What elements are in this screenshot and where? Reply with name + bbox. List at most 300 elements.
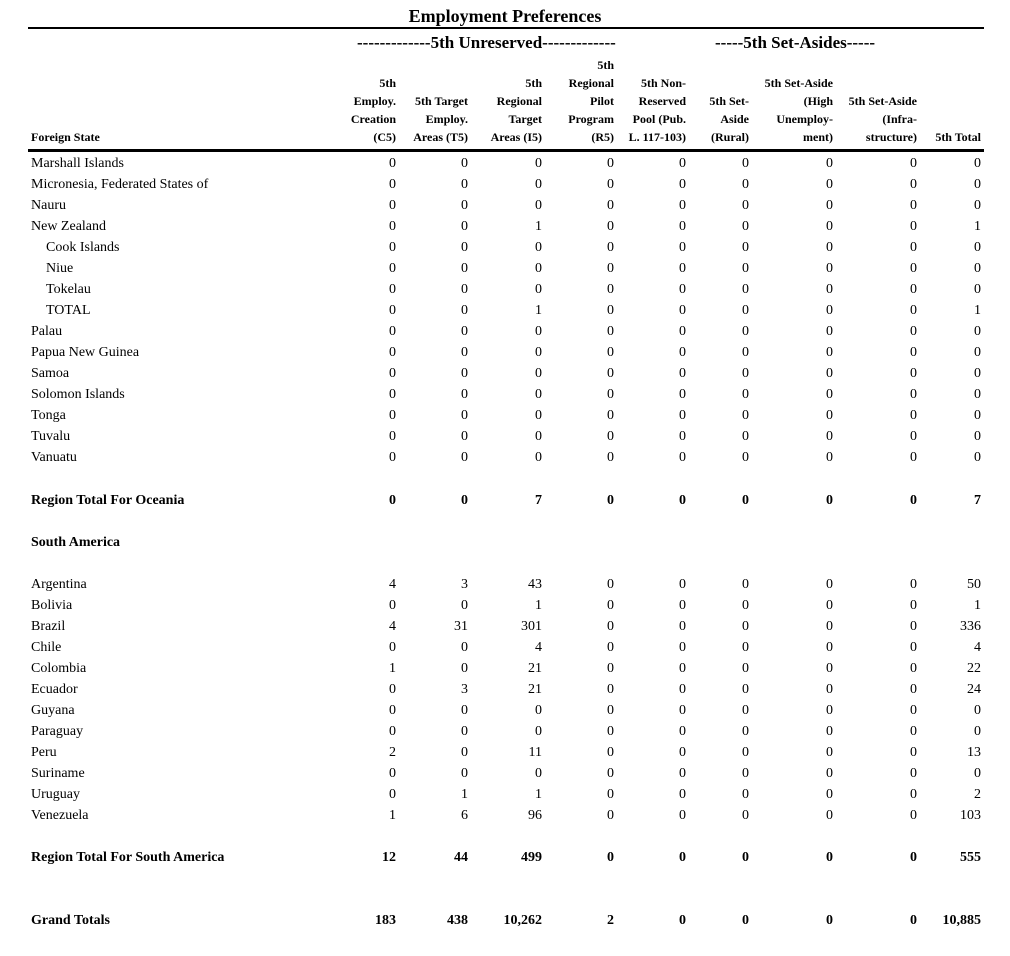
cell-value: 0 xyxy=(742,324,749,339)
cell-value: 0 xyxy=(826,745,833,760)
cell-value: 0 xyxy=(910,913,917,928)
cell-value: 1 xyxy=(535,598,542,613)
cell-value: 0 xyxy=(679,303,686,318)
cell-value: 0 xyxy=(607,787,614,802)
cell-value: 0 xyxy=(461,408,468,423)
cell-value: 0 xyxy=(910,429,917,444)
cell-value: 0 xyxy=(389,156,396,171)
cell-value: 0 xyxy=(679,598,686,613)
table-row xyxy=(0,785,1010,806)
cell-value: 0 xyxy=(910,366,917,381)
cell-value: 0 xyxy=(826,177,833,192)
cell-value: 0 xyxy=(461,661,468,676)
cell-value: 0 xyxy=(974,387,981,402)
cell-value: 0 xyxy=(679,766,686,781)
cell-value: 0 xyxy=(910,682,917,697)
cell-value: 0 xyxy=(461,324,468,339)
cell-value: 0 xyxy=(679,219,686,234)
cell-value: 0 xyxy=(910,493,917,508)
table-row xyxy=(0,154,1010,175)
cell-value: 0 xyxy=(389,366,396,381)
cell-value: 0 xyxy=(742,850,749,865)
cell-value: 0 xyxy=(535,724,542,739)
cell-value: 0 xyxy=(742,913,749,928)
cell-value: 0 xyxy=(910,261,917,276)
cell-value: 0 xyxy=(910,598,917,613)
cell-value: 0 xyxy=(461,177,468,192)
table-row xyxy=(0,196,1010,217)
cell-value: 0 xyxy=(679,345,686,360)
column-header-7: 5th Set-Aside (High Unemploy- ment) xyxy=(764,76,833,144)
cell-value: 0 xyxy=(742,682,749,697)
cell-value: 0 xyxy=(974,450,981,465)
cell-value: 0 xyxy=(535,261,542,276)
cell-value: 0 xyxy=(607,682,614,697)
cell-value: 4 xyxy=(389,577,396,592)
cell-value: 0 xyxy=(742,787,749,802)
cell-value: 0 xyxy=(607,493,614,508)
cell-value: 0 xyxy=(826,303,833,318)
cell-value: 0 xyxy=(742,303,749,318)
cell-value: 0 xyxy=(826,724,833,739)
cell-value: 0 xyxy=(974,766,981,781)
cell-value: 0 xyxy=(389,240,396,255)
column-header-2: 5th Target Employ. Areas (T5) xyxy=(413,94,468,144)
cell-value: 0 xyxy=(679,661,686,676)
cell-value: 0 xyxy=(461,261,468,276)
cell-value: 0 xyxy=(461,745,468,760)
row-label: Ecuador xyxy=(31,682,78,697)
column-header-5: 5th Non- Reserved Pool (Pub. L. 117-103) xyxy=(628,76,686,144)
row-label: Papua New Guinea xyxy=(31,345,140,360)
cell-value: 7 xyxy=(974,493,981,508)
cell-value: 0 xyxy=(461,219,468,234)
row-label: Solomon Islands xyxy=(31,387,125,402)
cell-value: 0 xyxy=(607,598,614,613)
cell-value: 0 xyxy=(742,450,749,465)
cell-value: 0 xyxy=(461,366,468,381)
cell-value: 0 xyxy=(742,577,749,592)
cell-value: 7 xyxy=(535,493,542,508)
cell-value: 0 xyxy=(826,450,833,465)
cell-value: 0 xyxy=(910,198,917,213)
cell-value: 0 xyxy=(679,787,686,802)
cell-value: 0 xyxy=(742,387,749,402)
table-row xyxy=(0,406,1010,427)
cell-value: 0 xyxy=(742,493,749,508)
table-row xyxy=(0,322,1010,343)
cell-value: 555 xyxy=(960,850,981,865)
cell-value: 0 xyxy=(742,745,749,760)
cell-value: 0 xyxy=(679,619,686,634)
cell-value: 0 xyxy=(607,219,614,234)
cell-value: 0 xyxy=(679,408,686,423)
cell-value: 0 xyxy=(535,408,542,423)
cell-value: 0 xyxy=(535,387,542,402)
cell-value: 0 xyxy=(389,724,396,739)
cell-value: 0 xyxy=(607,808,614,823)
cell-value: 0 xyxy=(679,913,686,928)
cell-value: 0 xyxy=(742,282,749,297)
cell-value: 0 xyxy=(461,450,468,465)
cell-value: 0 xyxy=(607,240,614,255)
cell-value: 0 xyxy=(910,156,917,171)
row-label: Region Total For Oceania xyxy=(31,493,185,508)
cell-value: 0 xyxy=(826,366,833,381)
cell-value: 0 xyxy=(910,387,917,402)
cell-value: 0 xyxy=(742,366,749,381)
cell-value: 0 xyxy=(974,324,981,339)
cell-value: 0 xyxy=(826,345,833,360)
cell-value: 0 xyxy=(910,619,917,634)
cell-value: 0 xyxy=(742,661,749,676)
cell-value: 0 xyxy=(535,366,542,381)
cell-value: 0 xyxy=(974,282,981,297)
cell-value: 0 xyxy=(461,156,468,171)
table-row xyxy=(0,722,1010,743)
cell-value: 0 xyxy=(607,661,614,676)
cell-value: 0 xyxy=(461,766,468,781)
cell-value: 0 xyxy=(679,577,686,592)
cell-value: 0 xyxy=(535,240,542,255)
cell-value: 0 xyxy=(535,324,542,339)
cell-value: 0 xyxy=(679,429,686,444)
table-row xyxy=(0,364,1010,385)
grand-total-row xyxy=(0,911,1010,932)
cell-value: 0 xyxy=(389,345,396,360)
column-header-9: 5th Total xyxy=(935,130,981,144)
cell-value: 0 xyxy=(535,198,542,213)
cell-value: 0 xyxy=(607,724,614,739)
cell-value: 0 xyxy=(974,198,981,213)
cell-value: 0 xyxy=(607,450,614,465)
cell-value: 1 xyxy=(974,303,981,318)
cell-value: 0 xyxy=(910,724,917,739)
cell-value: 0 xyxy=(910,240,917,255)
row-label: Grand Totals xyxy=(31,913,110,928)
cell-value: 0 xyxy=(679,703,686,718)
cell-value: 0 xyxy=(679,366,686,381)
cell-value: 0 xyxy=(389,177,396,192)
cell-value: 4 xyxy=(389,619,396,634)
cell-value: 183 xyxy=(375,913,396,928)
cell-value: 0 xyxy=(742,429,749,444)
table-row xyxy=(0,217,1010,238)
cell-value: 0 xyxy=(607,177,614,192)
cell-value: 0 xyxy=(910,766,917,781)
cell-value: 1 xyxy=(535,219,542,234)
cell-value: 0 xyxy=(461,493,468,508)
cell-value: 0 xyxy=(910,408,917,423)
cell-value: 0 xyxy=(679,850,686,865)
cell-value: 0 xyxy=(742,766,749,781)
row-label: Bolivia xyxy=(31,598,73,613)
table-row xyxy=(0,617,1010,638)
cell-value: 0 xyxy=(974,366,981,381)
cell-value: 0 xyxy=(461,724,468,739)
cell-value: 0 xyxy=(461,303,468,318)
cell-value: 0 xyxy=(742,177,749,192)
cell-value: 0 xyxy=(607,619,614,634)
cell-value: 438 xyxy=(447,913,468,928)
cell-value: 0 xyxy=(910,303,917,318)
cell-value: 0 xyxy=(910,640,917,655)
cell-value: 0 xyxy=(389,598,396,613)
cell-value: 0 xyxy=(535,177,542,192)
cell-value: 0 xyxy=(607,387,614,402)
cell-value: 0 xyxy=(535,766,542,781)
cell-value: 0 xyxy=(826,640,833,655)
section-heading: South America xyxy=(31,535,121,550)
cell-value: 0 xyxy=(826,598,833,613)
cell-value: 0 xyxy=(607,703,614,718)
row-label: Chile xyxy=(31,640,62,655)
cell-value: 0 xyxy=(461,345,468,360)
cell-value: 3 xyxy=(461,682,468,697)
cell-value: 0 xyxy=(607,366,614,381)
cell-value: 0 xyxy=(826,577,833,592)
cell-value: 0 xyxy=(461,429,468,444)
cell-value: 0 xyxy=(389,787,396,802)
cell-value: 0 xyxy=(826,493,833,508)
cell-value: 0 xyxy=(826,682,833,697)
cell-value: 0 xyxy=(974,261,981,276)
cell-value: 0 xyxy=(679,324,686,339)
top-rule xyxy=(28,27,984,29)
cell-value: 0 xyxy=(607,408,614,423)
cell-value: 0 xyxy=(389,219,396,234)
cell-value: 0 xyxy=(826,766,833,781)
group-header-unreserved: -------------5th Unreserved------------- xyxy=(357,33,616,52)
cell-value: 336 xyxy=(960,619,981,634)
header-rule xyxy=(28,149,984,152)
row-label: Suriname xyxy=(31,766,85,781)
cell-value: 0 xyxy=(535,156,542,171)
cell-value: 0 xyxy=(742,261,749,276)
cell-value: 0 xyxy=(974,177,981,192)
cell-value: 0 xyxy=(679,177,686,192)
cell-value: 0 xyxy=(974,345,981,360)
cell-value: 0 xyxy=(742,640,749,655)
table-row xyxy=(0,743,1010,764)
row-label: Uruguay xyxy=(31,787,80,802)
cell-value: 0 xyxy=(974,408,981,423)
cell-value: 2 xyxy=(974,787,981,802)
cell-value: 31 xyxy=(454,619,468,634)
cell-value: 0 xyxy=(461,640,468,655)
cell-value: 0 xyxy=(679,261,686,276)
cell-value: 0 xyxy=(389,703,396,718)
cell-value: 0 xyxy=(679,240,686,255)
cell-value: 0 xyxy=(910,703,917,718)
cell-value: 0 xyxy=(389,682,396,697)
cell-value: 0 xyxy=(826,156,833,171)
cell-value: 1 xyxy=(389,808,396,823)
cell-value: 0 xyxy=(535,703,542,718)
cell-value: 103 xyxy=(960,808,981,823)
row-label: Cook Islands xyxy=(46,240,120,255)
cell-value: 10,262 xyxy=(503,913,542,928)
cell-value: 0 xyxy=(607,156,614,171)
row-label: Region Total For South America xyxy=(31,850,225,865)
cell-value: 21 xyxy=(528,661,542,676)
group-header-set-asides: -----5th Set-Asides----- xyxy=(715,33,876,52)
cell-value: 0 xyxy=(607,261,614,276)
cell-value: 0 xyxy=(910,282,917,297)
cell-value: 0 xyxy=(742,156,749,171)
cell-value: 0 xyxy=(910,661,917,676)
cell-value: 0 xyxy=(607,324,614,339)
cell-value: 1 xyxy=(389,661,396,676)
cell-value: 0 xyxy=(389,261,396,276)
cell-value: 0 xyxy=(607,345,614,360)
cell-value: 0 xyxy=(679,387,686,402)
row-label: Nauru xyxy=(31,198,66,213)
cell-value: 0 xyxy=(742,240,749,255)
cell-value: 0 xyxy=(389,282,396,297)
table-row xyxy=(0,806,1010,827)
cell-value: 0 xyxy=(389,640,396,655)
cell-value: 0 xyxy=(826,240,833,255)
cell-value: 0 xyxy=(826,408,833,423)
cell-value: 10,885 xyxy=(942,913,981,928)
cell-value: 0 xyxy=(389,450,396,465)
row-label: Tonga xyxy=(31,408,66,423)
cell-value: 0 xyxy=(826,198,833,213)
cell-value: 0 xyxy=(974,724,981,739)
cell-value: 0 xyxy=(461,198,468,213)
header-foreign-state: Foreign State xyxy=(31,130,100,144)
table-row xyxy=(0,701,1010,722)
row-label: Samoa xyxy=(31,366,70,381)
cell-value: 0 xyxy=(974,240,981,255)
cell-value: 0 xyxy=(679,724,686,739)
table-row xyxy=(0,301,1010,322)
cell-value: 4 xyxy=(535,640,542,655)
cell-value: 0 xyxy=(826,429,833,444)
row-label: Argentina xyxy=(31,577,87,592)
cell-value: 0 xyxy=(826,850,833,865)
cell-value: 0 xyxy=(461,240,468,255)
cell-value: 0 xyxy=(389,324,396,339)
cell-value: 0 xyxy=(910,577,917,592)
column-header-6: 5th Set- Aside (Rural) xyxy=(709,94,749,144)
cell-value: 44 xyxy=(454,850,468,865)
cell-value: 1 xyxy=(974,219,981,234)
cell-value: 0 xyxy=(679,198,686,213)
cell-value: 50 xyxy=(967,577,981,592)
row-label: Vanuatu xyxy=(31,450,77,465)
cell-value: 0 xyxy=(826,282,833,297)
cell-value: 0 xyxy=(742,598,749,613)
cell-value: 0 xyxy=(826,219,833,234)
cell-value: 0 xyxy=(679,282,686,297)
row-label: Paraguay xyxy=(31,724,84,739)
row-label: Palau xyxy=(31,324,63,339)
table-row xyxy=(0,427,1010,448)
cell-value: 0 xyxy=(679,493,686,508)
cell-value: 0 xyxy=(607,429,614,444)
cell-value: 0 xyxy=(910,787,917,802)
cell-value: 0 xyxy=(826,387,833,402)
cell-value: 0 xyxy=(679,640,686,655)
row-label: Peru xyxy=(31,745,57,760)
cell-value: 0 xyxy=(679,745,686,760)
row-label: New Zealand xyxy=(31,219,107,234)
cell-value: 4 xyxy=(974,640,981,655)
cell-value: 0 xyxy=(607,850,614,865)
cell-value: 21 xyxy=(528,682,542,697)
cell-value: 0 xyxy=(389,766,396,781)
cell-value: 12 xyxy=(382,850,396,865)
cell-value: 0 xyxy=(742,198,749,213)
cell-value: 499 xyxy=(521,850,542,865)
cell-value: 1 xyxy=(535,787,542,802)
report-title: Employment Preferences xyxy=(408,6,602,26)
cell-value: 0 xyxy=(607,640,614,655)
cell-value: 1 xyxy=(535,303,542,318)
column-header-3: 5th Regional Target Areas (I5) xyxy=(490,76,542,144)
row-label: Brazil xyxy=(31,619,66,634)
cell-value: 0 xyxy=(910,850,917,865)
cell-value: 0 xyxy=(826,261,833,276)
row-label: Niue xyxy=(46,261,74,276)
row-label: Marshall Islands xyxy=(31,156,124,171)
cell-value: 0 xyxy=(679,808,686,823)
cell-value: 1 xyxy=(974,598,981,613)
cell-value: 0 xyxy=(974,429,981,444)
cell-value: 0 xyxy=(910,745,917,760)
column-header-1: 5th Employ. Creation (C5) xyxy=(350,76,396,144)
cell-value: 0 xyxy=(607,766,614,781)
cell-value: 0 xyxy=(826,324,833,339)
cell-value: 0 xyxy=(389,387,396,402)
table-row xyxy=(0,448,1010,469)
table-row xyxy=(0,343,1010,364)
cell-value: 0 xyxy=(910,450,917,465)
cell-value: 0 xyxy=(742,703,749,718)
cell-value: 0 xyxy=(461,282,468,297)
cell-value: 0 xyxy=(607,745,614,760)
cell-value: 22 xyxy=(967,661,981,676)
column-header-8: 5th Set-Aside (Infra- structure) xyxy=(848,94,917,144)
cell-value: 0 xyxy=(742,219,749,234)
cell-value: 0 xyxy=(679,682,686,697)
column-header-4: 5th Regional Pilot Program (R5) xyxy=(568,58,614,144)
cell-value: 0 xyxy=(910,345,917,360)
cell-value: 0 xyxy=(679,156,686,171)
table-row xyxy=(0,596,1010,617)
row-label: Tokelau xyxy=(46,282,91,297)
cell-value: 0 xyxy=(679,450,686,465)
cell-value: 3 xyxy=(461,577,468,592)
cell-value: 0 xyxy=(389,408,396,423)
cell-value: 0 xyxy=(461,598,468,613)
cell-value: 43 xyxy=(528,577,542,592)
cell-value: 0 xyxy=(535,345,542,360)
row-label: Colombia xyxy=(31,661,87,676)
cell-value: 0 xyxy=(742,724,749,739)
cell-value: 0 xyxy=(910,324,917,339)
table-row xyxy=(0,238,1010,259)
table-row xyxy=(0,638,1010,659)
table-row xyxy=(0,280,1010,301)
cell-value: 1 xyxy=(461,787,468,802)
cell-value: 13 xyxy=(967,745,981,760)
cell-value: 0 xyxy=(389,493,396,508)
region-total-row xyxy=(0,491,1010,512)
cell-value: 0 xyxy=(826,703,833,718)
